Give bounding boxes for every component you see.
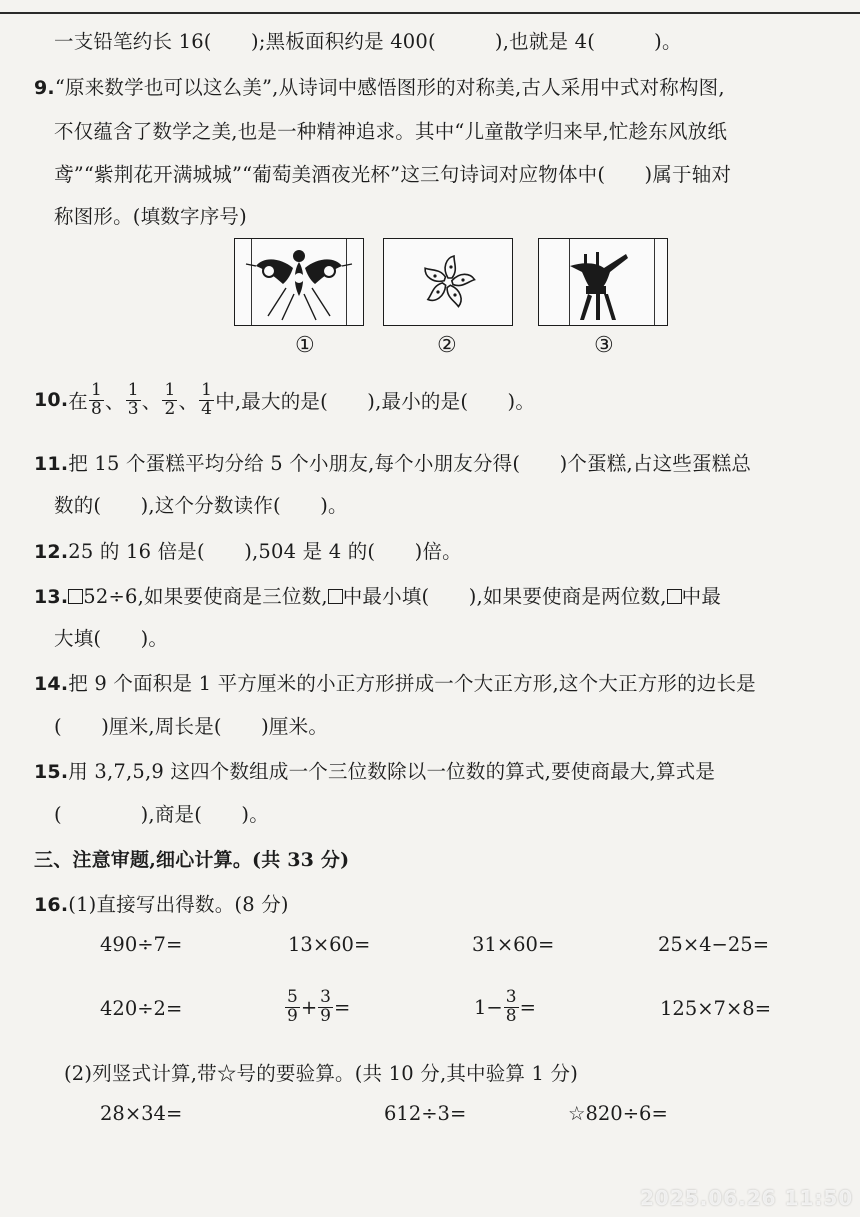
calc-item: 31×60= xyxy=(472,933,555,956)
question-15-text-2: ( ),商是( )。 xyxy=(54,803,269,826)
question-14 xyxy=(34,668,756,696)
separator: 、 xyxy=(141,390,162,413)
blank-box xyxy=(328,589,343,604)
calc-item: 420÷2= xyxy=(100,997,183,1020)
fraction-3: $\frac{1}{2}$ xyxy=(164,379,176,419)
bronze-cup-icon xyxy=(540,240,666,324)
question-9 xyxy=(34,72,725,100)
question-number: 14. xyxy=(34,673,69,695)
question-text: 把 9 个面积是 1 平方厘米的小正方形拼成一个大正方形,这个大正方形的边长是 xyxy=(68,672,756,695)
question-text: 把 15 个蛋糕平均分给 5 个小朋友,每个小朋友分得( )个蛋糕,占这些蛋糕总 xyxy=(68,452,752,475)
calc-item: 612÷3= xyxy=(384,1102,467,1125)
question-11-text-2: 数的( ),这个分数读作( )。 xyxy=(54,494,348,517)
question-13-text-2: 大填( )。 xyxy=(54,627,169,650)
question-text: 中最 xyxy=(681,585,722,608)
question-11 xyxy=(34,448,751,476)
question-text: 中最小填( ),如果要使商是两位数, xyxy=(342,585,667,608)
question-number: 9. xyxy=(34,77,55,99)
question-number: 11. xyxy=(34,453,69,475)
question-text: 25 的 16 倍是( ),504 是 4 的( )倍。 xyxy=(68,540,462,563)
bauhinia-flower-icon xyxy=(385,240,511,324)
calc-item: 13×60= xyxy=(288,933,371,956)
question-16-part-2: (2)列竖式计算,带☆号的要验算。(共 10 分,其中验算 1 分) xyxy=(64,1062,579,1085)
question-number: 16. xyxy=(34,894,69,916)
question-number: 10. xyxy=(34,389,69,411)
fraction-1: $\frac{1}{8}$ xyxy=(90,379,102,419)
question-9-text-2: 不仅蕴含了数学之美,也是一种精神追求。其中“儿童散学归来早,忙趁东风放纸 xyxy=(54,120,728,143)
picture-kite xyxy=(234,238,364,326)
calc-item-fraction-sum: $\frac{5}{9}$ + $\frac{3}{9}$ = xyxy=(287,986,351,1026)
question-text: 52÷6,如果要使商是三位数, xyxy=(83,585,328,608)
question-number: 15. xyxy=(34,761,69,783)
calc-item: 490÷7= xyxy=(100,933,183,956)
picture-label-3: ③ xyxy=(594,333,614,358)
question-10 xyxy=(34,378,535,422)
question-9-text-4: 称图形。(填数字序号) xyxy=(54,205,247,228)
picture-bauhinia xyxy=(383,238,513,326)
blank-box xyxy=(667,589,682,604)
question-number: 13. xyxy=(34,586,69,608)
fraction-2: $\frac{1}{3}$ xyxy=(127,379,139,419)
photo-timestamp: 2025.06.26 11:50 xyxy=(640,1186,854,1210)
question-8-line: 一支铅笔约长 16( );黑板面积约是 400( ),也就是 4( )。 xyxy=(54,30,682,53)
top-rule xyxy=(0,12,860,14)
question-16 xyxy=(34,889,289,917)
question-text: 在 xyxy=(68,390,88,413)
question-14-text-2: ( )厘米,周长是( )厘米。 xyxy=(54,715,329,738)
calc-item: 125×7×8= xyxy=(660,997,772,1020)
question-12 xyxy=(34,536,462,564)
picture-label-1: ① xyxy=(295,333,315,358)
blank-box xyxy=(68,589,83,604)
picture-label-2: ② xyxy=(437,333,457,358)
question-text: 中,最大的是( ),最小的是( )。 xyxy=(215,390,536,413)
picture-bronze-cup xyxy=(538,238,668,326)
calc-item: 25×4−25= xyxy=(658,933,770,956)
section-heading: 三、注意审题,细心计算。(共 33 分) xyxy=(34,849,350,871)
separator: 、 xyxy=(105,390,125,413)
question-9-text-3: 鸢”“紫荆花开满城城”“葡萄美酒夜光杯”这三句诗词对应物体中( )属于轴对 xyxy=(54,163,732,186)
calc-item: 28×34= xyxy=(100,1102,183,1125)
kite-icon xyxy=(236,240,362,324)
question-text: (1)直接写出得数。(8 分) xyxy=(68,893,289,916)
fraction-4: $\frac{1}{4}$ xyxy=(201,379,213,419)
calc-item: ☆820÷6= xyxy=(568,1102,668,1125)
calc-item-fraction-diff: 1− $\frac{3}{8}$ = xyxy=(474,986,536,1026)
question-text: “原来数学也可以这么美”,从诗词中感悟图形的对称美,古人采用中式对称构图, xyxy=(54,76,725,99)
separator: 、 xyxy=(178,390,199,413)
question-number: 12. xyxy=(34,541,69,563)
question-text: 用 3,7,5,9 这四个数组成一个三位数除以一位数的算式,要使商最大,算式是 xyxy=(68,760,716,783)
question-13 xyxy=(34,581,721,609)
question-15 xyxy=(34,756,715,784)
